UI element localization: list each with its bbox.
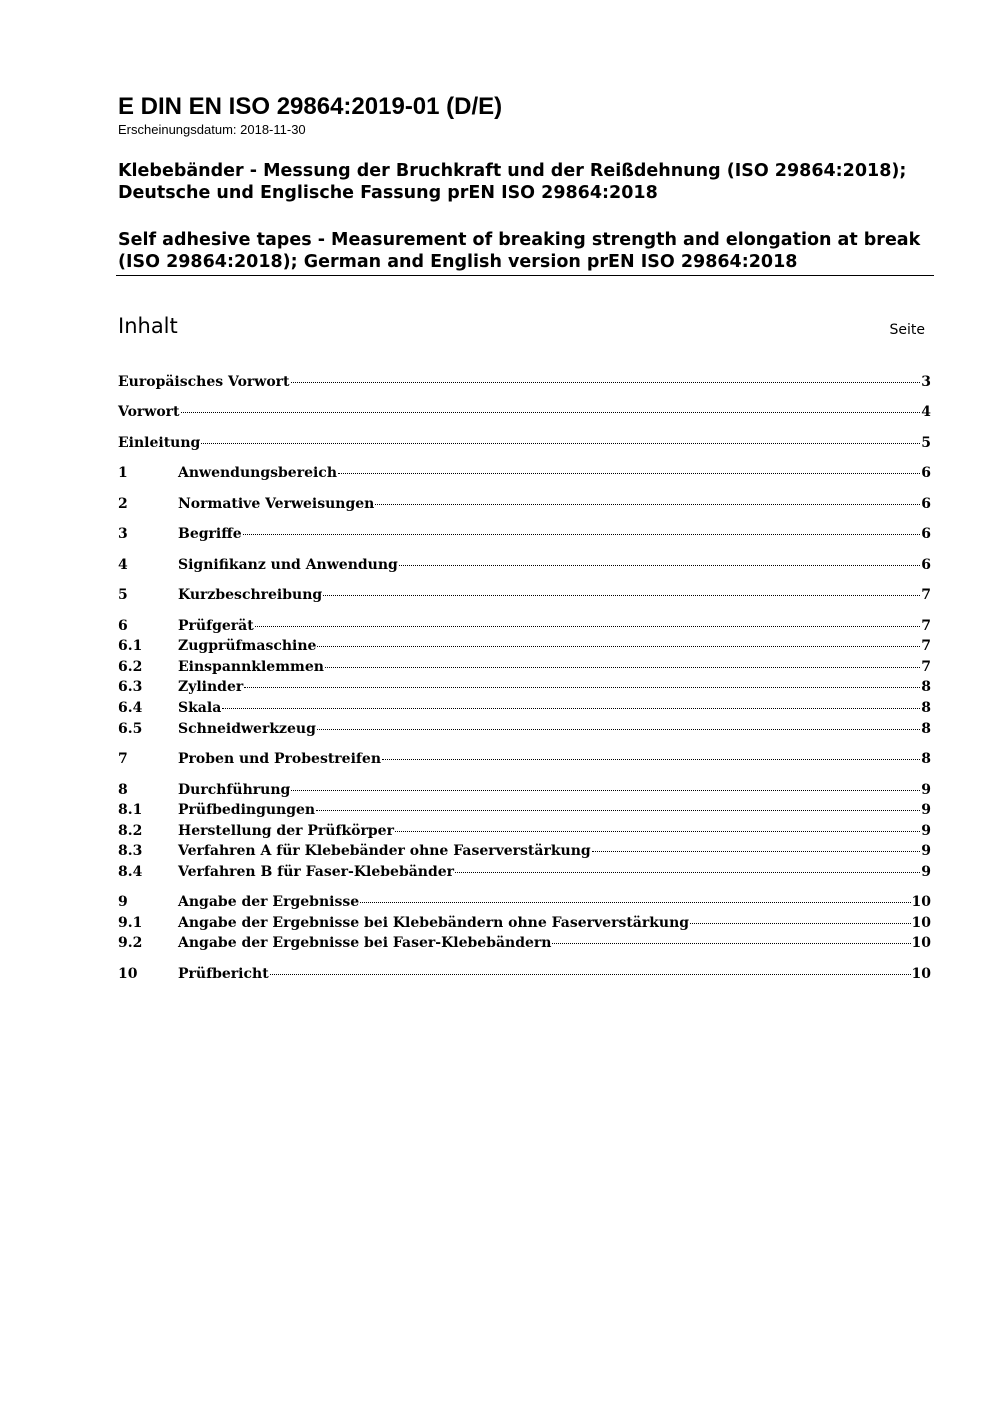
toc-entry-page: 6 <box>921 526 931 542</box>
toc-entry-page: 8 <box>921 700 931 716</box>
toc-dot-leader <box>201 443 920 444</box>
toc-dot-leader <box>243 534 921 535</box>
toc-entry-title: Durchführung <box>178 782 291 798</box>
toc-entry[interactable] <box>118 636 931 656</box>
toc-dot-leader <box>255 626 921 627</box>
toc-dot-leader <box>325 667 920 668</box>
toc-dot-leader <box>552 943 910 944</box>
toc-dot-leader <box>317 729 920 730</box>
toc-entry-title: Europäisches Vorwort <box>118 374 290 390</box>
toc-entry-number: 6.1 <box>118 638 143 654</box>
toc-entry-page: 3 <box>921 374 931 390</box>
toc-entry[interactable] <box>118 657 931 677</box>
toc-entry-title: Verfahren A für Klebebänder ohne Faserverstärkung <box>178 843 591 859</box>
toc-entry-number: 7 <box>118 751 128 767</box>
toc-dot-leader <box>455 872 920 873</box>
toc-entry-title: Begriffe <box>178 526 242 542</box>
toc-entry[interactable] <box>118 933 931 953</box>
toc-entry[interactable] <box>118 821 931 841</box>
toc-entry-number: 1 <box>118 465 128 481</box>
toc-dot-leader <box>291 790 920 791</box>
toc-entry-title: Proben und Probestreifen <box>178 751 382 767</box>
toc-entry-number: 8.4 <box>118 864 143 880</box>
toc-dot-leader <box>395 831 920 832</box>
toc-entry[interactable] <box>118 555 931 575</box>
toc-entry-title: Skala <box>178 700 222 716</box>
toc-entry-title: Anwendungsbereich <box>178 465 337 481</box>
toc-dot-leader <box>181 412 921 413</box>
title-english: Self adhesive tapes - Measurement of breaking strength and elongation at break (ISO 29864:2018); German and English version prEN ISO 29864:2018 <box>118 230 921 272</box>
toc-entry-number: 9 <box>118 894 128 910</box>
toc-entry-number: 6 <box>118 618 128 634</box>
toc-entry-number: 8.2 <box>118 823 143 839</box>
toc-dot-leader <box>690 923 910 924</box>
toc-entry-page: 10 <box>911 966 931 982</box>
toc-entry[interactable] <box>118 585 931 605</box>
toc-dot-leader <box>338 473 920 474</box>
toc-entry-number: 8 <box>118 782 128 798</box>
toc-entry[interactable] <box>118 749 931 769</box>
toc-entry-title: Signifikanz und Anwendung <box>178 557 398 573</box>
toc-entry-page: 10 <box>911 894 931 910</box>
toc-dot-leader <box>316 810 920 811</box>
toc-entry-title: Vorwort <box>118 404 180 420</box>
toc-entry-title: Angabe der Ergebnisse bei Klebebändern ohne Faserverstärkung <box>178 915 690 931</box>
toc-dot-leader <box>222 708 920 709</box>
toc-entry-number: 2 <box>118 496 128 512</box>
toc-entry-page: 6 <box>921 557 931 573</box>
toc-entry[interactable] <box>118 841 931 861</box>
toc-entry-title: Normative Verweisungen <box>178 496 375 512</box>
toc-entry-page: 9 <box>921 823 931 839</box>
toc-entry-number: 3 <box>118 526 128 542</box>
toc-entry-page: 4 <box>921 404 931 420</box>
toc-dot-leader <box>291 382 921 383</box>
toc-entry-title: Einleitung <box>118 435 201 451</box>
toc-entry[interactable] <box>118 780 931 800</box>
toc-entry[interactable] <box>118 719 931 739</box>
toc-entry-number: 6.5 <box>118 721 143 737</box>
toc-entry-page: 10 <box>911 915 931 931</box>
toc-entry-number: 8.1 <box>118 802 143 818</box>
toc-entry-page: 7 <box>921 638 931 654</box>
toc-entry-title: Prüfgerät <box>178 618 254 634</box>
title-german: Klebebänder - Messung der Bruchkraft und der Reißdehnung (ISO 29864:2018); Deutsche und Englische Fassung prEN ISO 29864:2018 <box>118 161 907 203</box>
toc-entry[interactable] <box>118 524 931 544</box>
toc-entry-title: Kurzbeschreibung <box>178 587 323 603</box>
toc-entry-page: 9 <box>921 782 931 798</box>
toc-entry-title: Schneidwerkzeug <box>178 721 316 737</box>
toc-entry-title: Prüfbericht <box>178 966 269 982</box>
toc-entry-page: 9 <box>921 864 931 880</box>
toc-entry-number: 10 <box>118 966 138 982</box>
toc-entry-number: 9.2 <box>118 935 143 951</box>
toc-entry-title: Prüfbedingungen <box>178 802 316 818</box>
toc-entry-number: 4 <box>118 557 128 573</box>
toc-entry-page: 6 <box>921 465 931 481</box>
toc-entry-page: 5 <box>921 435 931 451</box>
title-divider <box>116 275 934 276</box>
toc-entry-title: Zylinder <box>178 679 244 695</box>
toc-entry-title: Angabe der Ergebnisse bei Faser-Klebebändern <box>178 935 552 951</box>
toc-entry-title: Einspannklemmen <box>178 659 324 675</box>
toc-dot-leader <box>360 902 910 903</box>
toc-entry[interactable] <box>118 402 931 422</box>
toc-dot-leader <box>317 646 920 647</box>
toc-heading: Inhalt <box>118 314 178 338</box>
toc-dot-leader <box>375 504 920 505</box>
toc-entry[interactable] <box>118 433 931 453</box>
toc-entry-page: 9 <box>921 843 931 859</box>
toc-dot-leader <box>323 595 920 596</box>
toc-dot-leader <box>399 565 920 566</box>
toc-entry-title: Zugprüfmaschine <box>178 638 317 654</box>
toc-entry-title: Verfahren B für Faser-Klebebänder <box>178 864 455 880</box>
toc-entry[interactable] <box>118 892 931 912</box>
toc-entry[interactable] <box>118 913 931 933</box>
toc-entry[interactable] <box>118 964 931 984</box>
toc-entry-number: 9.1 <box>118 915 143 931</box>
toc-entry-number: 8.3 <box>118 843 143 859</box>
toc-entry-page: 6 <box>921 496 931 512</box>
toc-entry[interactable] <box>118 372 931 392</box>
toc-entry[interactable] <box>118 698 931 718</box>
toc-dot-leader <box>382 759 920 760</box>
toc-entry-page: 10 <box>911 935 931 951</box>
toc-entry-page: 8 <box>921 751 931 767</box>
toc-entry-page: 7 <box>921 618 931 634</box>
toc-entry-page: 7 <box>921 659 931 675</box>
toc-entry-title: Angabe der Ergebnisse <box>178 894 360 910</box>
toc-entry-number: 6.4 <box>118 700 143 716</box>
toc-entry[interactable] <box>118 862 931 882</box>
toc-entry[interactable] <box>118 677 931 697</box>
toc-entry-page: 8 <box>921 721 931 737</box>
toc-entry-number: 5 <box>118 587 128 603</box>
toc-page-column-label: Seite <box>889 322 925 338</box>
toc-entry-page: 9 <box>921 802 931 818</box>
toc-entry[interactable] <box>118 463 931 483</box>
toc-entry[interactable] <box>118 616 931 636</box>
toc-entry[interactable] <box>118 494 931 514</box>
toc-dot-leader <box>270 974 911 975</box>
toc-entry-page: 7 <box>921 587 931 603</box>
toc-entry-number: 6.2 <box>118 659 143 675</box>
toc-entry-title: Herstellung der Prüfkörper <box>178 823 394 839</box>
document-id: E DIN EN ISO 29864:2019-01 (D/E) <box>118 93 503 120</box>
toc-entry-page: 8 <box>921 679 931 695</box>
toc-dot-leader <box>592 851 921 852</box>
publication-date: Erscheinungsdatum: 2018-11-30 <box>118 122 306 137</box>
toc-entry[interactable] <box>118 800 931 820</box>
toc-entry-number: 6.3 <box>118 679 143 695</box>
toc-dot-leader <box>244 687 920 688</box>
